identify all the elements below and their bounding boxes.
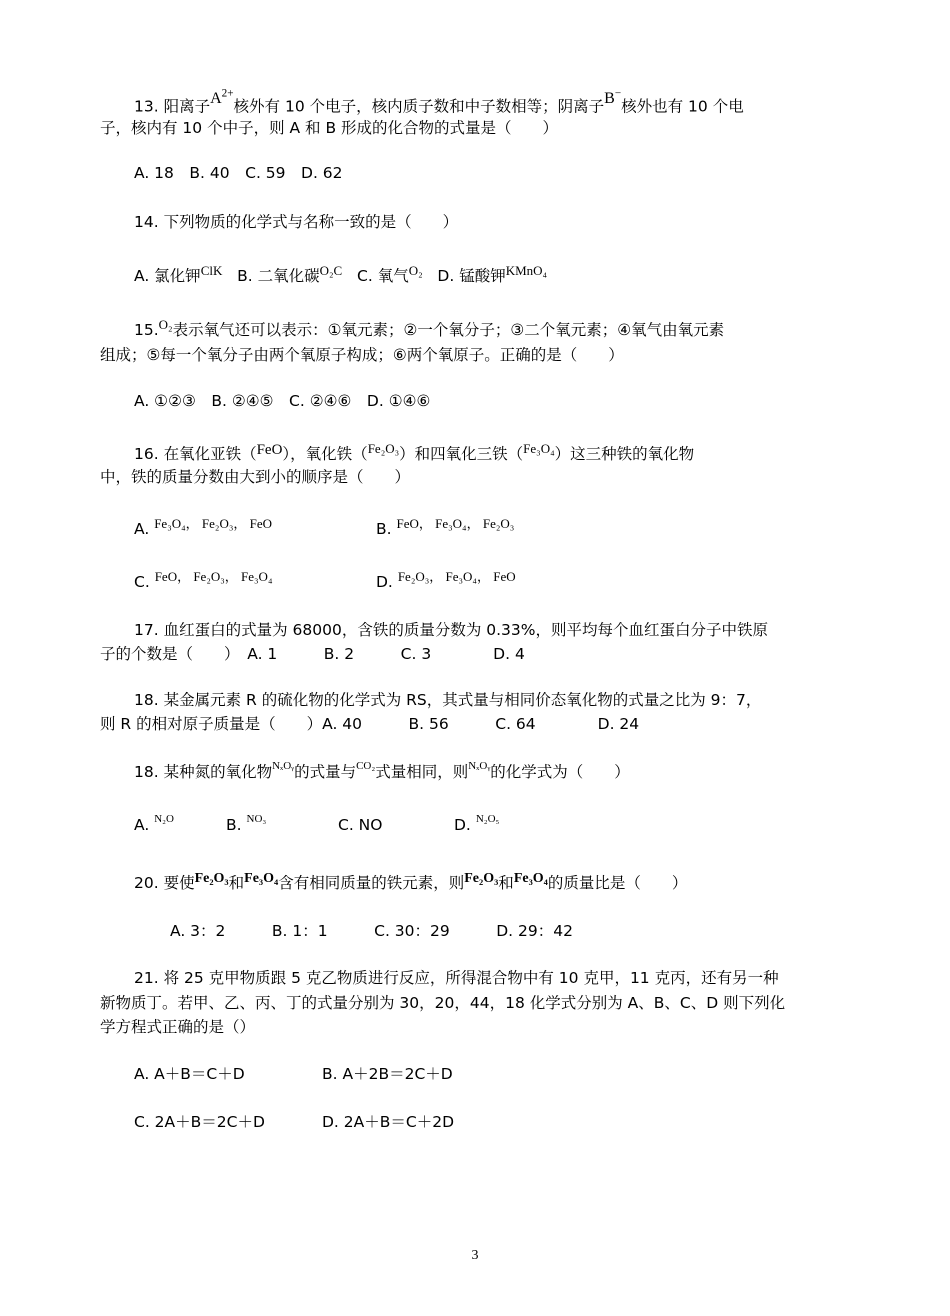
q15-options: A. ①②③ B. ②④⑤ C. ②④⑥ D. ①④⑥ — [134, 392, 431, 410]
q16-feo: FeO — [256, 442, 283, 458]
q20-fe3o4-1: Fe₃O₄ — [244, 871, 279, 886]
q18b-co2: CO₂ — [356, 760, 376, 772]
q16-line2: 中，铁的质量分数由大到小的顺序是（ ） — [100, 468, 411, 486]
q18b-stem: 18. 某种氮的氧化物$^{N_xOᵧ}$的式量与$^{CO_2}$式量相同，则$^{N_xOᵧ}$的化学式为（ ） — [134, 760, 630, 781]
ion-b-formula: B− — [604, 88, 622, 108]
q13-line1: 13. 阳离子$A^{2+}$核外有 10 个电子，核内质子数和中子数相等；阴离子B−核外也有 10 个电 — [134, 88, 744, 116]
q14-b-formula: O₂C — [319, 263, 343, 278]
q18b-nxoy-1: NₓOᵧ — [272, 760, 295, 772]
q16-option-b: B. $^{FeO, Fe_3O_4, Fe_2O_3}$ — [376, 516, 515, 538]
q21-line3: 学方程式正确的是（） — [100, 1018, 256, 1036]
q21-option-a: A. A＋B＝C＋D — [134, 1065, 245, 1083]
page-number: 3 — [471, 1248, 479, 1263]
q14-a-formula: ClK — [200, 263, 223, 278]
q21-line2: 新物质丁。若甲、乙、丙、丁的式量分别为 30，20，44，18 化学式分别为 A、B、C、D 则下列化 — [100, 994, 786, 1012]
q13-line2: 子，核内有 10 个中子，则 A 和 B 形成的化合物的式量是（ ） — [100, 119, 559, 137]
q16-fe3o4: Fe₃O₄ — [523, 441, 555, 456]
q15-formula: O₂ — [158, 317, 173, 332]
q16-option-d: D. $^{Fe_2O_3, Fe_3O_4, FeO}$ — [376, 569, 516, 591]
q21-option-c: C. 2A＋B＝2C＋D — [134, 1113, 265, 1131]
q21-option-d: D. 2A＋B＝C＋2D — [322, 1113, 455, 1131]
q18a-line2: 则 R 的相对原子质量是（ ）A. 40 B. 56 C. 64 D. 24 — [100, 715, 640, 733]
q14-options: A. 氯化钾$^{ClK}$ B. 二氧化碳$^{O_2C}$ C. 氧气$^{O_2}$ D. 锰酸钾$^{KMnO_4}$ — [134, 263, 548, 285]
q20-stem: 20. 要使Fe₂O₃和Fe₃O₄含有相同质量的铁元素，则Fe₂O₃和Fe₃O₄的质量比是（ ） — [134, 871, 688, 892]
q18a-line1: 18. 某金属元素 R 的硫化物的化学式为 RS，其式量与相同价态氧化物的式量之比为 9：7， — [134, 691, 762, 709]
q20-fe2o3-1: Fe₂O₃ — [194, 871, 229, 886]
q21-line1: 21. 将 25 克甲物质跟 5 克乙物质进行反应，所得混合物中有 10 克甲，11 克丙，还有另一种 — [134, 969, 779, 987]
q14-stem: 14. 下列物质的化学式与名称一致的是（ ） — [134, 213, 459, 231]
q14-d-formula: KMnO₄ — [505, 263, 548, 278]
q20-options: A. 3：2 B. 1：1 C. 30：29 D. 29：42 — [170, 922, 573, 940]
q15-line2: 组成；⑤每一个氧分子由两个氧原子构成；⑥两个氧原子。正确的是（ ） — [100, 346, 624, 364]
q16-fe2o3: Fe₂O₃ — [367, 441, 400, 456]
q13-options: A. 18 B. 40 C. 59 D. 62 — [134, 164, 343, 182]
q16-option-a: A. $^{Fe_3O_4, Fe_2O_3, FeO}$ — [134, 516, 272, 538]
ion-a-formula: $A^{2+}$ — [210, 88, 234, 108]
q15-line1: 15.$^{O_2}$表示氧气还可以表示：①氧元素；②一个氧分子；③二个氧元素；④氧气由氧元素 — [134, 317, 725, 339]
q17-line2: 子的个数是（ ） A. 1 B. 2 C. 3 D. 4 — [100, 645, 525, 663]
q20-fe2o3-2: Fe₂O₃ — [464, 871, 499, 886]
q16-option-c: C. $^{FeO, Fe_2O_3, Fe_3O_4}$ — [134, 569, 273, 591]
q14-c-formula: O₂ — [408, 263, 423, 278]
q17-line1: 17. 血红蛋白的式量为 68000，含铁的质量分数为 0.33%，则平均每个血红蛋白分子中铁原 — [134, 621, 768, 639]
q16-line1: 16. 在氧化亚铁（FeO），氧化铁（$^{Fe_2O_3}$）和四氧化三铁（$^{Fe_3O_4}$）这三种铁的氧化物 — [134, 441, 695, 463]
q18b-nxoy-2: NₓOᵧ — [468, 760, 491, 772]
q20-fe3o4-2: Fe₃O₄ — [513, 871, 548, 886]
q21-option-b: B. A＋2B＝2C＋D — [322, 1065, 453, 1083]
